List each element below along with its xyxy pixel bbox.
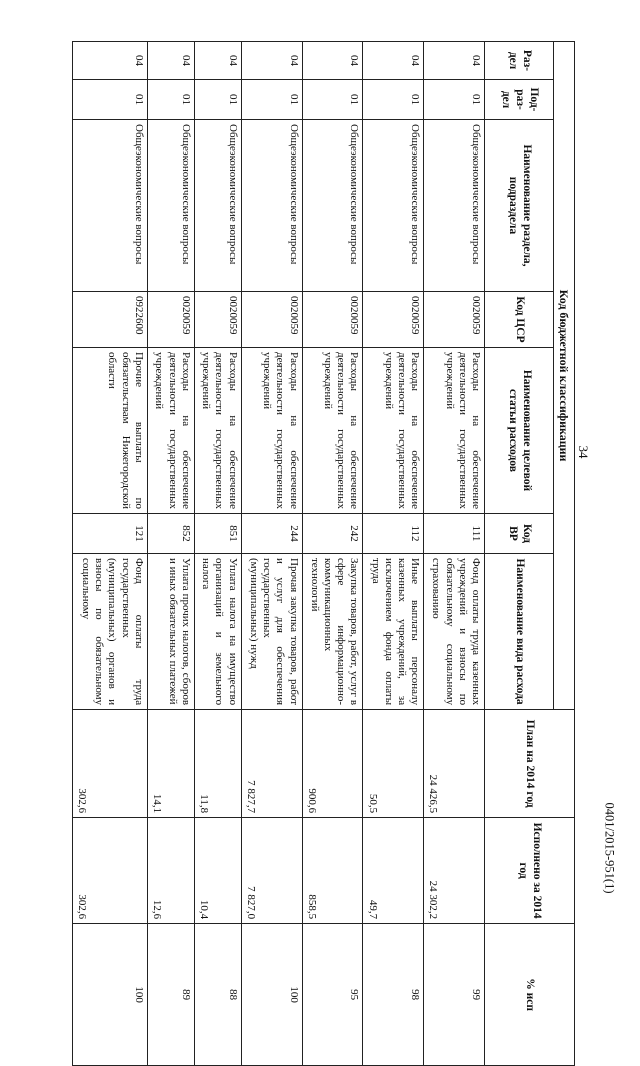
vr-cell: 852	[147, 514, 194, 554]
podrazdel-cell: 01	[363, 80, 424, 120]
fact-cell: 24 302,2	[424, 818, 485, 924]
csr-cell: 0020059	[241, 292, 302, 348]
pct-cell: 99	[424, 924, 485, 1066]
header-csr: Код ЦСР	[485, 292, 554, 348]
page-number: 34	[576, 445, 591, 459]
pct-cell: 89	[147, 924, 194, 1066]
name-razdel-cell: Общеэкономические вопросы	[147, 120, 194, 292]
name-vr-cell: Уплата прочих налогов, сборов и иных обязательных платежей	[147, 554, 194, 710]
plan-cell: 7 827,7	[241, 710, 302, 818]
name-csr-cell: Расходы на обеспечение деятельности государственных учреждений	[302, 348, 363, 514]
table-row	[424, 42, 485, 1066]
razdel-cell: 04	[302, 42, 363, 80]
name-csr-cell: Расходы на обеспечение деятельности государственных учреждений	[363, 348, 424, 514]
podrazdel-cell: 01	[241, 80, 302, 120]
name-razdel-cell: Общеэкономические вопросы	[363, 120, 424, 292]
vr-cell: 121	[73, 514, 148, 554]
fact-cell: 12,6	[147, 818, 194, 924]
pct-cell: 98	[363, 924, 424, 1066]
name-csr-cell: Расходы на обеспечение деятельности государственных учреждений	[241, 348, 302, 514]
razdel-cell: 04	[73, 42, 148, 80]
name-csr-cell: Расходы на обеспечение деятельности государственных учреждений	[194, 348, 241, 514]
name-razdel-cell: Общеэкономические вопросы	[302, 120, 363, 292]
table-row	[302, 42, 363, 1066]
razdel-cell: 04	[194, 42, 241, 80]
name-vr-cell: Фонд оплаты труда казенных учреждений и взносы по обязательному социальному страхованию	[424, 554, 485, 710]
document-code: 0401/2015-951(1)	[602, 802, 617, 894]
name-razdel-cell: Общеэкономические вопросы	[194, 120, 241, 292]
pct-cell: 100	[73, 924, 148, 1066]
pct-cell: 100	[241, 924, 302, 1066]
fact-cell: 10,4	[194, 818, 241, 924]
vr-cell: 244	[241, 514, 302, 554]
vr-cell: 851	[194, 514, 241, 554]
table-row	[363, 42, 424, 1066]
fact-cell: 7 827,0	[241, 818, 302, 924]
table-row	[194, 42, 241, 1066]
name-vr-cell: Уплата налога на имущество организаций и земельного налога	[194, 554, 241, 710]
pct-cell: 88	[194, 924, 241, 1066]
name-vr-cell: Фонд оплаты труда государственных (муниципальных) органов и взносы по обязательному социальному	[73, 554, 148, 710]
plan-cell: 24 426,5	[424, 710, 485, 818]
razdel-cell: 04	[241, 42, 302, 80]
csr-cell: 0020059	[424, 292, 485, 348]
plan-cell: 50,5	[363, 710, 424, 818]
vr-cell: 242	[302, 514, 363, 554]
header-plan: План на 2014 год	[485, 710, 575, 818]
plan-cell: 302,6	[73, 710, 148, 818]
vr-cell: 111	[424, 514, 485, 554]
vr-cell: 112	[363, 514, 424, 554]
header-fact: Исполнено за 2014 год	[485, 818, 575, 924]
razdel-cell: 04	[424, 42, 485, 80]
csr-cell: 0020059	[302, 292, 363, 348]
name-csr-cell: Прочие выплаты по обязательствам Нижегородской области	[73, 348, 148, 514]
name-csr-cell: Расходы на обеспечение деятельности государственных учреждений	[424, 348, 485, 514]
csr-cell: 0020059	[194, 292, 241, 348]
csr-cell: 0922600	[73, 292, 148, 348]
header-name-razdel: Наименование раздела, подраздела	[485, 120, 554, 292]
header-name-csr: Наименование целевой статьи расходов	[485, 348, 554, 514]
razdel-cell: 04	[363, 42, 424, 80]
csr-cell: 0020059	[147, 292, 194, 348]
fact-cell: 49,7	[363, 818, 424, 924]
plan-cell: 11,8	[194, 710, 241, 818]
pct-cell: 95	[302, 924, 363, 1066]
name-razdel-cell: Общеэкономические вопросы	[241, 120, 302, 292]
budget-table	[72, 41, 575, 1066]
plan-cell: 14,1	[147, 710, 194, 818]
table-row	[241, 42, 302, 1066]
header-name-vr: Наименование вида расхода	[485, 554, 554, 710]
podrazdel-cell: 01	[73, 80, 148, 120]
name-razdel-cell: Общеэкономические вопросы	[424, 120, 485, 292]
header-razdel: Раз-дел	[485, 42, 554, 80]
podrazdel-cell: 01	[147, 80, 194, 120]
name-vr-cell: Иные выплаты персоналу казенных учреждений, за исключением фонда оплаты труда	[363, 554, 424, 710]
name-csr-cell: Расходы на обеспечение деятельности государственных учреждений	[147, 348, 194, 514]
name-vr-cell: Закупка товаров, работ, услуг в сфере информационно-коммуникационных технологий	[302, 554, 363, 710]
podrazdel-cell: 01	[424, 80, 485, 120]
header-podrazdel: Под-раз-дел	[485, 80, 554, 120]
podrazdel-cell: 01	[302, 80, 363, 120]
group-header: Код бюджетной классификации	[554, 42, 575, 710]
header-vr: Код ВР	[485, 514, 554, 554]
plan-cell: 900,6	[302, 710, 363, 818]
name-vr-cell: Прочая закупка товаров, работ и услуг для обеспечения государственных (муниципальных) нужд	[241, 554, 302, 710]
fact-cell: 302,6	[73, 818, 148, 924]
budget-table-container	[72, 41, 575, 1065]
fact-cell: 858,5	[302, 818, 363, 924]
header-pct: % исп	[485, 924, 575, 1066]
podrazdel-cell: 01	[194, 80, 241, 120]
csr-cell: 0020059	[363, 292, 424, 348]
name-razdel-cell: Общеэкономические вопросы	[73, 120, 148, 292]
table-row	[147, 42, 194, 1066]
table-row	[73, 42, 148, 1066]
razdel-cell: 04	[147, 42, 194, 80]
